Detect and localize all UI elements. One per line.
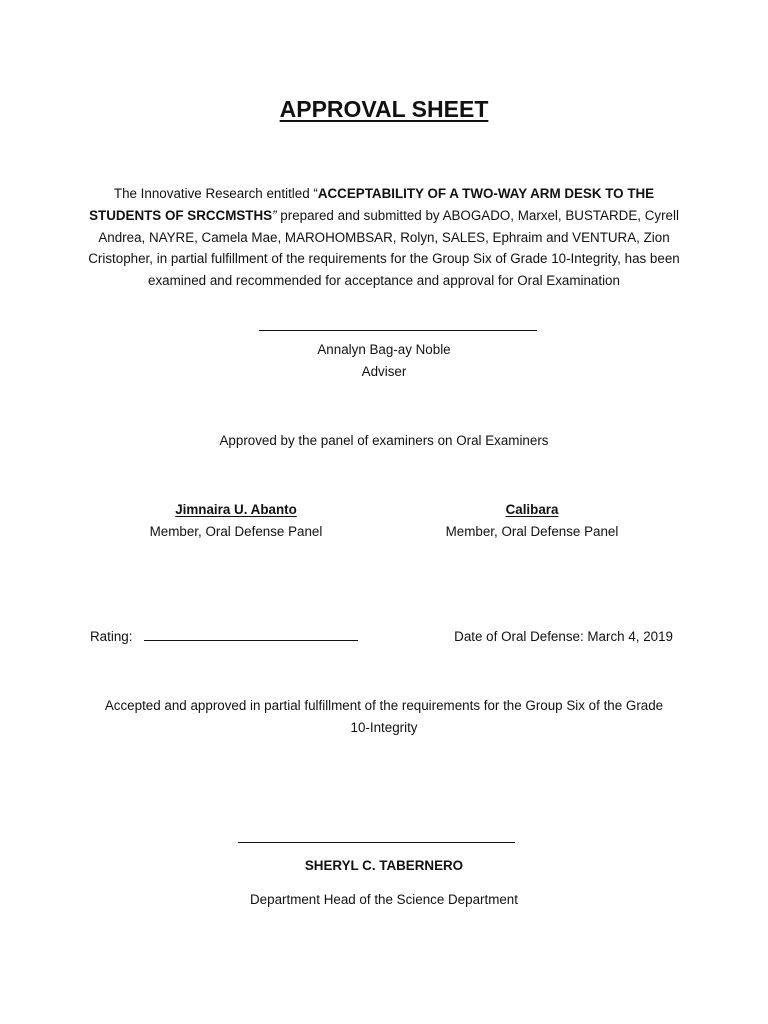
research-title: ACCEPTABILITY OF A TWO-WAY ARM DESK TO THE STUDENTS OF SRCCMSTHS bbox=[89, 186, 655, 223]
intro-prefix: The Innovative Research entitled “ bbox=[113, 186, 318, 201]
panel-member-name: Jimnaira U. Abanto bbox=[175, 502, 297, 517]
panel-member-name: Calibara bbox=[505, 502, 559, 517]
rating-label: Rating: bbox=[90, 629, 133, 644]
department-head-signature-line bbox=[238, 842, 515, 843]
rating-line bbox=[144, 640, 358, 641]
research-title-close-quote: ” bbox=[272, 207, 277, 223]
acceptance-line-2: 10-Integrity bbox=[350, 720, 418, 735]
panel-member-role: Member, Oral Defense Panel bbox=[149, 524, 323, 539]
department-head-role: Department Head of the Science Department bbox=[250, 892, 518, 907]
panel-member-role: Member, Oral Defense Panel bbox=[445, 524, 619, 539]
oral-defense-date: Date of Oral Defense: March 4, 2019 bbox=[454, 629, 673, 644]
department-head-name: SHERYL C. TABERNERO bbox=[304, 858, 464, 873]
intro-suffix: prepared and submitted by ABOGADO, Marxel, BUSTARDE, Cyrell Andrea, NAYRE, Camela Mae, MAROHOMBSAR, Rolyn, SALES, Ephraim and VENTURA, Zion Cristopher, in partial fulfillment of the requirements for the Group Six of Grade 10-Integrity, has been examined and recommended for acceptance and approval for Oral Examination bbox=[88, 207, 680, 289]
page-title bbox=[0, 96, 768, 123]
panel-statement: Approved by the panel of examiners on Oral Examiners bbox=[219, 433, 549, 448]
adviser-signature-line bbox=[259, 330, 537, 331]
adviser-name: Annalyn Bag-ay Noble bbox=[317, 342, 451, 357]
adviser-role: Adviser bbox=[361, 364, 407, 379]
research-statement bbox=[88, 183, 680, 292]
page-title-text: APPROVAL SHEET bbox=[279, 96, 489, 122]
acceptance-line-1: Accepted and approved in partial fulfillment of the requirements for the Group Six of the Grade bbox=[104, 698, 664, 713]
